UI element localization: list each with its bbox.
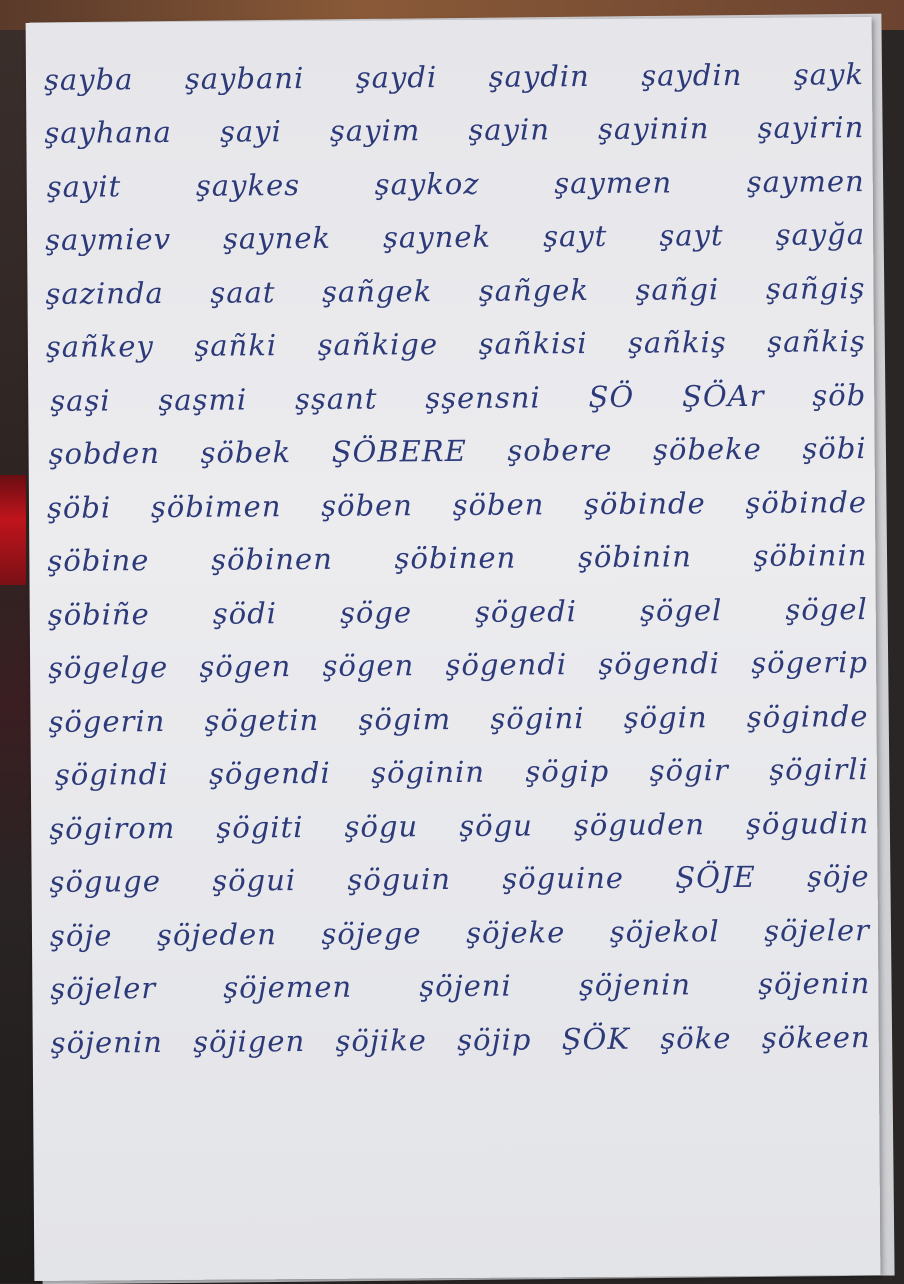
handwritten-word: şöginin — [371, 755, 486, 790]
handwritten-word: şögim — [358, 701, 452, 737]
handwritten-word: şögir — [649, 753, 729, 788]
handwritten-word: şaymen — [554, 165, 673, 201]
handwritten-word: şöbek — [200, 435, 292, 471]
handwritten-word: şöben — [452, 487, 545, 522]
handwritten-page — [26, 17, 881, 1281]
handwritten-word: şañgi — [635, 271, 720, 307]
handwritten-word: şöjeden — [156, 916, 278, 952]
handwritten-word: şögerip — [751, 645, 869, 681]
handwritten-word: şöjeler — [764, 912, 871, 948]
handwritten-word: şañkisi — [478, 326, 588, 362]
handwritten-word: şaşmi — [158, 382, 248, 417]
handwritten-word: şaşi — [50, 383, 111, 418]
handwritten-word: şögin — [623, 699, 708, 735]
handwritten-word: şöbinde — [745, 484, 868, 520]
handwritten-word: şayk — [793, 56, 865, 92]
handwritten-word: şögu — [344, 808, 419, 844]
handwritten-word: şañkige — [317, 327, 439, 363]
handwritten-word: şöben — [321, 488, 414, 523]
handwriting-line — [44, 101, 864, 160]
handwriting-line — [47, 475, 867, 534]
handwriting-lines — [44, 47, 871, 1069]
handwritten-word: şöguine — [502, 861, 625, 896]
handwritten-word: ŞÖJE — [675, 860, 756, 895]
handwritten-word: şañgek — [321, 273, 433, 309]
handwritten-word: şañgek — [478, 272, 590, 308]
handwriting-line — [49, 796, 869, 855]
handwritten-word: şobden — [48, 436, 161, 472]
handwritten-word: şañki — [194, 328, 278, 364]
handwritten-word: şayim — [329, 113, 421, 149]
handwritten-word: şaynek — [382, 219, 492, 255]
handwritten-word: şöjeler — [50, 971, 157, 1007]
handwriting-line — [50, 903, 870, 962]
handwriting-line — [51, 1010, 871, 1069]
handwritten-word: ŞÖ — [588, 379, 635, 414]
handwritten-word: şayba — [43, 61, 134, 97]
handwritten-word: şaydin — [641, 57, 743, 93]
handwriting-line — [46, 315, 866, 374]
handwritten-word: şayğa — [775, 217, 866, 252]
handwritten-word: şögip — [525, 754, 610, 789]
handwritten-word: şöjenin — [758, 966, 871, 1002]
handwritten-word: şögirli — [769, 752, 869, 788]
handwritten-word: şögen — [199, 649, 292, 685]
handwritten-word: şayhana — [44, 115, 173, 151]
handwritten-word: şöbimen — [150, 488, 282, 524]
handwritten-word: şöbi — [46, 490, 112, 525]
handwritten-word: şöb — [812, 377, 867, 413]
handwritten-word: şögu — [459, 808, 533, 843]
handwriting-line — [46, 422, 866, 481]
handwritten-word: şödi — [212, 595, 278, 631]
handwritten-word: şañgiş — [765, 270, 866, 306]
handwritten-word: şañkiş — [627, 325, 727, 361]
handwritten-word: şögendi — [445, 647, 568, 683]
handwritten-word: şöguin — [347, 862, 452, 897]
handwritten-word: şaymiev — [45, 222, 172, 258]
handwritten-word: şögui — [212, 863, 297, 898]
handwriting-line — [45, 261, 865, 320]
handwritten-word: şögiti — [216, 809, 304, 845]
handwritten-word: şşant — [294, 381, 378, 416]
handwritten-word: şöbiñe — [47, 596, 150, 632]
handwritten-word: şöbeke — [652, 432, 762, 467]
handwritten-word: şöjemen — [223, 969, 353, 1005]
handwritten-word: şöjege — [321, 915, 422, 951]
handwritten-word: şöguge — [49, 864, 162, 900]
handwritten-word: şaykoz — [374, 166, 480, 202]
handwritten-word: şöbinen — [211, 542, 333, 577]
handwritten-word: şöge — [339, 595, 413, 630]
handwriting-line — [45, 208, 865, 267]
handwritten-word: şögerin — [48, 703, 166, 739]
handwritten-word: şögedi — [474, 593, 578, 629]
handwritten-word: şögindi — [54, 757, 169, 793]
handwritten-word: ŞÖBERE — [331, 434, 467, 470]
handwriting-line — [48, 636, 868, 695]
handwritten-word: şöbinen — [394, 540, 517, 576]
handwritten-word: şöbi — [802, 431, 867, 466]
handwritten-word: şobere — [507, 433, 613, 468]
handwriting-line — [45, 154, 865, 213]
handwritten-word: şögetin — [204, 702, 320, 738]
handwriting-line — [46, 368, 866, 427]
handwritten-word: şöginde — [746, 698, 869, 734]
handwritten-word: şöbinin — [753, 538, 868, 574]
handwritten-word: şañkiş — [767, 324, 866, 360]
handwritten-word: şayt — [543, 219, 608, 254]
handwriting-line — [48, 582, 868, 641]
handwritten-word: şögel — [639, 592, 723, 628]
handwritten-word: şayi — [219, 114, 282, 149]
handwritten-word: şögirom — [49, 810, 176, 846]
handwritten-word: şöje — [49, 918, 113, 953]
handwritten-word: şayinin — [597, 111, 710, 147]
handwritten-word: şöje — [806, 859, 870, 894]
handwritten-word: şşensni — [425, 380, 541, 415]
handwritten-word: şaynek — [222, 221, 332, 256]
handwriting-line — [47, 529, 867, 588]
handwritten-word: şögudin — [745, 805, 870, 841]
handwritten-word: şögendi — [598, 646, 721, 682]
handwritten-word: şögendi — [208, 756, 331, 791]
handwritten-word: şayt — [659, 218, 724, 253]
handwritten-word: ŞÖK — [561, 1021, 631, 1057]
handwriting-line — [49, 850, 869, 909]
handwriting-line — [44, 47, 864, 106]
handwritten-word: şaykes — [195, 167, 301, 203]
handwritten-word: şökeen — [761, 1019, 871, 1055]
handwriting-line — [48, 689, 868, 748]
handwritten-word: şaybani — [184, 60, 305, 96]
handwritten-word: şöbinin — [577, 539, 692, 575]
handwritten-word: şöguden — [573, 806, 706, 842]
handwritten-word: şöjike — [335, 1022, 427, 1058]
handwritten-word: şayit — [46, 169, 122, 204]
handwritten-word: şaydi — [355, 59, 438, 95]
handwritten-word: şañkey — [45, 329, 154, 365]
handwritten-word: şaymen — [746, 163, 865, 199]
handwritten-word: şöjeke — [466, 914, 566, 950]
handwritten-word: şögel — [785, 591, 868, 627]
handwritten-word: şaat — [210, 274, 276, 310]
handwriting-line — [49, 743, 869, 802]
handwritten-word: şögelge — [48, 650, 169, 686]
handwritten-word: şayin — [468, 112, 551, 148]
handwriting-line — [50, 957, 870, 1016]
handwritten-word: şöjigen — [193, 1023, 306, 1059]
handwritten-word: şaydin — [488, 58, 590, 94]
handwritten-word: şöjekol — [609, 913, 720, 949]
handwritten-word: şöjenin — [578, 967, 692, 1003]
red-strip — [0, 475, 26, 585]
handwritten-word: şayirin — [757, 110, 865, 146]
handwritten-word: şöjenin — [50, 1024, 163, 1060]
handwritten-word: şazinda — [45, 275, 164, 311]
handwritten-word: ŞÖAr — [681, 378, 765, 414]
handwritten-word: şöbinde — [583, 485, 706, 521]
handwritten-word: şöbine — [47, 543, 150, 579]
handwritten-word: şöjip — [457, 1022, 532, 1057]
handwritten-word: şöke — [660, 1020, 732, 1056]
handwritten-word: şögini — [490, 700, 585, 736]
handwritten-word: şögen — [322, 648, 415, 684]
handwritten-word: şöjeni — [419, 968, 512, 1004]
